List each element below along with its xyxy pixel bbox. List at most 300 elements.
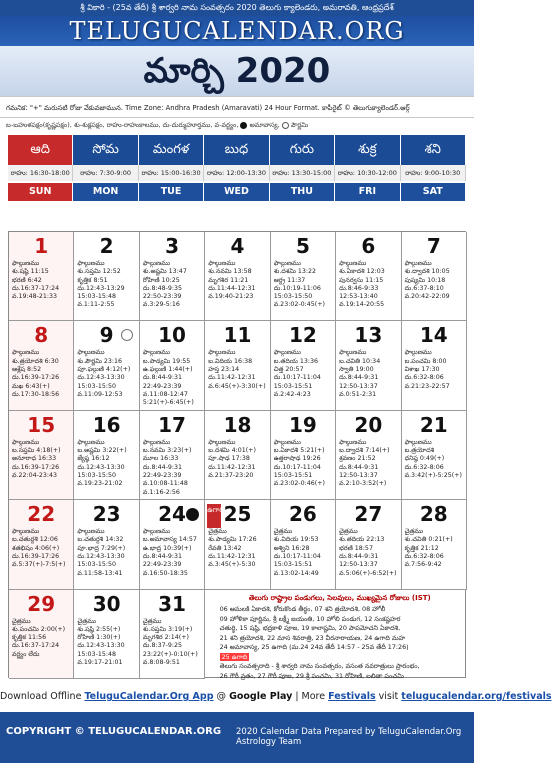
panchang-line: ఫాల్గుణము <box>77 260 105 267</box>
panchang-details <box>339 349 401 399</box>
panchang-line: మృగశిర 2:14(+) <box>142 634 189 642</box>
panchang-line: చైత్రము <box>404 528 424 536</box>
panchang-line: 15:03-15:48 <box>77 650 116 658</box>
panchang-line: చిత్త 20:57 <box>273 365 304 373</box>
panchang-line: వ.13:02-14:49 <box>273 569 319 577</box>
day-number: 29 <box>27 591 56 616</box>
day-number: 18 <box>223 412 252 437</box>
day-number: 15 <box>27 412 56 437</box>
panchang-line: శు.షష్ఠి 2:55(+) <box>77 625 121 633</box>
panchang-details <box>339 260 401 310</box>
panchang-line: పూ.భాద్ర 7:29(+) <box>77 544 126 552</box>
calendar-grid <box>8 231 466 678</box>
panchang-line: 23:22(+)-0:10(+) <box>142 650 198 658</box>
panchang-line: వ.11:09-12:53 <box>77 390 123 398</box>
day-cell[interactable] <box>140 411 205 500</box>
festival-line <box>220 653 460 663</box>
month-banner <box>0 46 474 96</box>
panchang-line: వ.5:06(+)-6:52(+) <box>339 569 397 577</box>
day-cell[interactable] <box>9 232 74 321</box>
festivals-link[interactable]: Festivals <box>328 691 376 702</box>
day-number: 6 <box>361 234 376 258</box>
panchang-line: దు.12:43-13:30 <box>77 553 125 561</box>
panchang-details <box>274 528 336 578</box>
panchang-line: దు.11:42-12:31 <box>208 463 256 471</box>
weekday-english: SUN <box>8 183 73 201</box>
panchang-details <box>143 439 205 497</box>
panchang-line: 5:21(+)-6:45(+) <box>142 399 194 407</box>
panchang-line: బ.చతుర్దశి 12:06 <box>12 536 58 544</box>
panchang-line: వ.19:23-21:02 <box>77 480 123 488</box>
panchang-line: శు.ద్వాదశి 10:05 <box>404 268 450 276</box>
panchang-details <box>405 528 467 569</box>
panchang-line: 22:49-23:39 <box>142 382 182 390</box>
panchang-line: బ.త్రయోదశి <box>404 447 435 455</box>
day-cell[interactable] <box>9 500 74 589</box>
timezone-note: గమనిక: "+" మరుసటి రోజు వేకువజామున. Time Zone: Andhra Pradesh (Amaravati) 24 Hour Format. కాపీరైట్ © తెలుగుక్యాలెండర్.ఆర్గ్ <box>0 96 474 118</box>
rahu-kalam: రాహు: 15:00-16:30 <box>139 165 204 181</box>
panchang-line: బ.సప్తమి 4:18(+) <box>12 447 61 455</box>
panchang-line: దు.12:43-13:29 <box>77 284 125 292</box>
panchang-line: బ.దశమి 4:01(+) <box>208 447 256 455</box>
panchang-line: చైత్రము <box>339 528 358 536</box>
weekday-header <box>204 135 269 231</box>
panchang-line: 15:03-15:50 <box>77 471 116 479</box>
day-number: 21 <box>419 412 448 437</box>
day-cell[interactable] <box>402 411 467 500</box>
month-title: మార్చి 2020 <box>143 51 331 91</box>
panchang-line: చైత్రము <box>77 617 96 625</box>
weekday-english: TUE <box>139 183 204 201</box>
panchang-line: ఫాల్గుణము <box>77 438 105 446</box>
panchang-details <box>77 349 139 399</box>
panchang-details <box>77 618 139 668</box>
panchang-details <box>143 618 205 668</box>
day-number: 2 <box>99 234 114 258</box>
panchang-line: శు.నవమి 13:58 <box>208 268 252 276</box>
day-cell[interactable] <box>9 590 74 679</box>
legend-abbreviations: బ-బహుళపక్షం(కృష్ణపక్షం), శు-శుక్లపక్షం, రాహు-రాహుకాలము, దు-దుర్ముహూర్తము, వ-వర్జ్యం, <box>6 121 239 129</box>
panchang-details <box>274 439 336 489</box>
ugadi-badge: ఉగాది <box>207 504 221 528</box>
panchang-details <box>274 349 336 399</box>
weekday-english: SAT <box>401 183 466 201</box>
panchang-line: 12:50-13:37 <box>339 471 378 479</box>
day-number: 4 <box>230 234 245 258</box>
panchang-line: దు.6:37-8:10 <box>404 284 444 292</box>
panchang-line: వ.3:45(+)-5:30 <box>208 561 256 569</box>
day-number: 1 <box>34 234 49 258</box>
panchang-line: జ్యేష్ఠ 16:12 <box>77 455 110 463</box>
day-cell[interactable] <box>336 411 401 500</box>
panchang-line: శు.విదియ 19:53 <box>273 536 319 544</box>
panchang-details <box>77 528 139 578</box>
panchang-line: బ.చతుర్దశి 14:32 <box>77 536 124 544</box>
panchang-line: దు.11:42-12:31 <box>208 374 256 382</box>
panchang-line: ఉ.భాద్ర 10:39(+) <box>142 544 192 552</box>
panchang-line: కృత్తిక 8:51 <box>77 276 108 284</box>
legend-new-moon: అమావాస్య <box>249 121 278 129</box>
day-cell[interactable] <box>402 232 467 321</box>
download-bar <box>0 682 552 712</box>
day-cell[interactable] <box>140 232 205 321</box>
panchang-line: 12:50-13:37 <box>339 382 378 390</box>
panchang-details <box>274 260 336 310</box>
panchang-line: వ.22:04-23:43 <box>12 471 58 479</box>
panchang-line: ఫాల్గుణము <box>208 260 236 267</box>
panchang-line: దు.8:37-9:25 <box>142 642 183 650</box>
panchang-line: ఫాల్గుణము <box>142 438 171 446</box>
day-cell[interactable] <box>205 321 270 410</box>
panchang-line: చైత్రము <box>12 617 31 625</box>
panchang-line: వ.21:37-23:20 <box>208 471 254 479</box>
rahu-kalam: రాహు: 7:30-9:00 <box>73 165 138 181</box>
day-number: 10 <box>158 323 186 348</box>
weekday-header <box>73 135 138 231</box>
panchang-line: మృగశిర 11:21 <box>208 276 249 284</box>
weekday-name: ఆది <box>8 135 73 165</box>
panchang-line: వ.5:37(+)-7:5(+) <box>12 561 66 569</box>
panchang-details <box>143 349 205 407</box>
panchang-line: ఫాల్గుణము <box>208 438 236 446</box>
panchang-details <box>143 260 205 310</box>
panchang-line: వ.8:08-9:51 <box>142 659 180 667</box>
weekday-name: సోమ <box>73 135 138 165</box>
day-cell[interactable] <box>205 500 270 589</box>
day-number: 28 <box>419 502 448 527</box>
weekday-name: శుక్ర <box>335 135 400 165</box>
download-prefix: Download Offline <box>0 691 82 702</box>
panchang-line: విశాఖ 17:30 <box>404 365 440 373</box>
day-cell[interactable] <box>9 411 74 500</box>
panchang-line: వ.19:17-21:01 <box>77 659 123 667</box>
panchang-line: భరణి 6:42 <box>12 276 42 284</box>
panchang-line: వర్జ్యం లేదు <box>12 650 40 658</box>
weekday-header <box>335 135 400 231</box>
panchang-line: శు.పంచమి 2:00(+) <box>12 625 66 633</box>
panchang-line: ఫాల్గుణము <box>404 438 432 446</box>
day-cell[interactable] <box>271 232 336 321</box>
app-link[interactable]: TeluguCalendar.Org App <box>84 691 214 702</box>
panchang-line: అనూరాధ 16:33 <box>12 455 57 463</box>
panchang-line: ఫాల్గుణము <box>273 349 301 357</box>
panchang-line: బ.పంచమి 8:00 <box>404 357 447 365</box>
panchang-line: బ.అమావాస్య 14:57 <box>142 536 197 544</box>
panchang-line: దు.12:43-13:30 <box>77 642 125 650</box>
day-cell[interactable] <box>74 500 139 589</box>
panchang-line: ధనిష్ఠ 0:49(+) <box>404 455 445 463</box>
panchang-line: దు.17:30-18:56 <box>12 390 60 398</box>
weekday-name: బుధ <box>204 135 269 165</box>
day-number: 9 <box>99 323 114 348</box>
panchang-line: ఫాల్గుణము <box>404 349 432 357</box>
day-number: 11 <box>223 323 252 348</box>
weekday-english: THU <box>270 183 335 201</box>
panchang-line: ఉ.ఫల్గుణి 1:44(+) <box>142 365 193 373</box>
panchang-line: మూల 16:33 <box>142 455 179 463</box>
panchang-line: వ.19:40-21:23 <box>208 293 254 301</box>
panchang-line: భరణి 18:57 <box>339 544 373 552</box>
panchang-line: 22:50-23:39 <box>142 293 182 301</box>
panchang-line: వ.3:29-5:16 <box>142 301 180 309</box>
panchang-line: బ.పాడ్యమి 19:55 <box>142 357 191 365</box>
day-number: 3 <box>165 234 180 258</box>
panchang-details <box>208 439 270 480</box>
panchang-line: చైత్రము <box>142 617 162 625</box>
panchang-line: పూ.షాఢ 17:38 <box>208 455 250 463</box>
day-cell[interactable] <box>74 590 139 679</box>
day-number: 5 <box>295 234 310 258</box>
panchang-line: శు.తదియ 22:13 <box>339 536 385 544</box>
panchang-line: 12:53-13:40 <box>339 293 378 301</box>
day-number: 26 <box>288 502 317 527</box>
festivals-title: తెలుగు రాష్ట్రాల పండుగలు, సెలవులు, ముఖ్యమైన రోజులు (IST) <box>248 593 431 602</box>
day-number: 16 <box>92 412 121 437</box>
panchang-line: వ.11:58-13:41 <box>77 569 123 577</box>
day-number: 20 <box>354 412 383 437</box>
ugadi-highlight: 25 ఉగాది <box>221 652 248 661</box>
festival-line: 06 ఆమలకి ఏకాదశి, కోరుకొండ తీర్థం, 07 శని త్రయోదశి, 08 హోలీ <box>219 605 386 614</box>
rahu-kalam: రాహు: 13:30-15:00 <box>270 165 335 181</box>
weekday-english: FRI <box>335 183 400 201</box>
panchang-line: చైత్రము <box>208 528 227 536</box>
day-cell[interactable] <box>140 500 205 589</box>
festival-line: 24 అమావాస్య, 25 ఉగాది (మ.24 24వ తేదీ 14:57 - 25వ తేదీ 17:26) <box>219 643 409 652</box>
panchang-line: దు.11:42-12:31 <box>208 553 256 561</box>
panchang-line: దు.10:19-11:06 <box>273 284 321 292</box>
panchang-details <box>208 260 270 301</box>
panchang-line: దు.8:46-9:33 <box>339 284 379 292</box>
panchang-line: దు.8:44-9:31 <box>142 553 183 561</box>
panchang-line: బ.ఏకాదశి 5:21(+) <box>273 447 325 455</box>
panchang-details <box>12 439 74 480</box>
panchang-line: దు.10:17-11:04 <box>273 374 321 382</box>
panchang-line: ఫాల్గుణము <box>208 349 236 357</box>
panchang-line: వ.23:02-0:45(+) <box>273 301 325 309</box>
panchang-line: 15:03-15:50 <box>77 382 116 390</box>
panchang-line: దు.8:44-9:31 <box>339 553 379 561</box>
panchang-line: ఫాల్గుణము <box>77 528 105 536</box>
panchang-line: శు.అష్టమి 13:47 <box>142 268 187 276</box>
panchang-line: దు.16:39-17:26 <box>12 374 60 382</box>
panchang-line: పునర్వసు 11:15 <box>339 276 384 284</box>
panchang-line: దు.6:32-8:06 <box>404 553 444 561</box>
panchang-line: ఫాల్గుణము <box>404 260 432 267</box>
panchang-line: ఫాల్గుణము <box>12 528 40 536</box>
panchang-line: బ.నవమి 3:23(+) <box>142 447 192 455</box>
day-cell[interactable] <box>74 321 139 410</box>
rahu-kalam: రాహు: 12:00-13:30 <box>204 165 269 181</box>
weekday-header <box>139 135 204 231</box>
panchang-line: 15:03-15:50 <box>273 293 313 301</box>
day-number: 25 <box>223 502 252 527</box>
weekday-english: WED <box>204 183 269 201</box>
panchang-line: 15:03-15:51 <box>273 382 313 390</box>
panchang-line: ఆశ్లేష 8:52 <box>12 365 42 373</box>
panchang-line: 15:03-15:50 <box>77 561 116 569</box>
site-logo[interactable]: TELUGUCALENDAR.ORG <box>0 16 474 46</box>
panchang-line: దు.16:39-17:26 <box>12 553 60 561</box>
panchang-line: వ.21:23-22:57 <box>404 382 450 390</box>
panchang-line: శు.షష్ఠి 11:15 <box>12 268 49 276</box>
panchang-line: వ.20:42-22:09 <box>404 293 450 301</box>
panchang-line: శు.సప్తమి 12:52 <box>77 268 121 276</box>
footer <box>0 712 474 763</box>
day-number: 7 <box>426 234 441 258</box>
panchang-line: వ.16:50-18:35 <box>142 569 188 577</box>
panchang-line: దు.8:44-9:31 <box>142 463 183 471</box>
festival-line: 21 శని త్రయోదశి, 22 మాస శివరాత్రి, 23 వీరనారాయణ, 24 ఉగాది మహ <box>219 633 406 642</box>
panchang-line: బ.తదియ 13:36 <box>273 357 319 365</box>
panchang-line: వ.1:16-2:56 <box>142 488 180 496</box>
panchang-line: వ.2:42-4:23 <box>273 390 311 398</box>
day-cell[interactable] <box>140 321 205 410</box>
panchang-line: కృత్తిక 11:56 <box>12 634 47 642</box>
weekday-headers <box>8 135 466 231</box>
festivals-url-link[interactable]: telugucalendar.org/festivals <box>401 691 552 702</box>
panchang-line: 12:50-13:37 <box>339 561 378 569</box>
day-number: 12 <box>288 323 317 348</box>
weekday-header <box>270 135 335 231</box>
panchang-line: వ.0:51-2:31 <box>339 390 377 398</box>
panchang-line: 15:03-15:51 <box>273 561 313 569</box>
weekday-name: మంగళ <box>139 135 204 165</box>
day-number: 8 <box>34 323 49 348</box>
panchang-line: వ.2:10-3:52(+) <box>339 480 387 488</box>
day-number: 30 <box>92 591 121 616</box>
panchang-line: ఫాల్గుణము <box>339 260 367 267</box>
festival-line: 09 హోళికా పూర్ణిమ, శ్రీ లక్ష్మీ జయంతి, 10 హోలి పండుగ, 12 సంకష్టహర <box>219 614 401 623</box>
panchang-line: ఆర్ద్ర 11:37 <box>273 276 306 284</box>
panchang-line: శతభిషం 4:06(+) <box>12 544 60 552</box>
panchang-details <box>405 349 467 390</box>
new-moon-icon <box>240 122 247 129</box>
day-number: 22 <box>27 502 56 527</box>
day-cell[interactable] <box>402 500 467 589</box>
weekday-name: గురు <box>270 135 335 165</box>
panchang-line: దు.11:44-12:31 <box>208 284 256 292</box>
panchang-line: ఫాల్గుణము <box>77 349 105 357</box>
weekday-english: MON <box>73 183 138 201</box>
day-cell[interactable] <box>336 321 401 410</box>
festival-line: 26 గౌరీ వ్రతం, 27 గౌరీ పూజ, 29 శ్రీ పంచమి, 31 రోహిణి, లలితా పంచమి <box>219 671 404 680</box>
panchang-line: ఫాల్గుణము <box>142 349 171 357</box>
festivals-panel <box>214 590 466 678</box>
panchang-line: బ.అష్టమి 3:22(+) <box>77 447 127 455</box>
panchang-details <box>339 439 401 489</box>
festival-line: చతుర్థి, 15 షష్ఠి, భద్రకాళి పూజ, 19 కాలాష్టమి, 20 పాపమోచని ఏకాదశి, <box>219 624 401 633</box>
panchang-line: వ.3:42(+)-5:25(+) <box>404 471 462 479</box>
day-cell[interactable] <box>205 411 270 500</box>
day-cell[interactable] <box>271 411 336 500</box>
day-cell[interactable] <box>336 232 401 321</box>
panchang-line: శు.దశమి 13:22 <box>273 268 317 276</box>
panchang-line: దు.8:44-9:31 <box>142 374 183 382</box>
download-visit: visit <box>378 691 399 702</box>
panchang-line: బ.చవితి 10:34 <box>339 357 381 365</box>
panchang-line: రేవతి 13:42 <box>208 544 242 552</box>
panchang-line: దు.16:37-17:24 <box>12 284 60 292</box>
panchang-details <box>12 260 74 301</box>
day-number: 14 <box>419 323 448 348</box>
panchang-line: శ్రవణం 21:52 <box>339 455 376 463</box>
panchang-details <box>12 349 74 399</box>
panchang-line: 22:49-23:39 <box>142 471 182 479</box>
day-number: 24 <box>158 502 186 527</box>
panchang-line: వ.19:14-20:55 <box>339 301 385 309</box>
panchang-line: వ.1:11-2:55 <box>77 301 115 309</box>
legend-full-moon: పౌర్ణమి <box>290 121 309 129</box>
day-number: 17 <box>158 412 186 437</box>
panchang-details <box>77 260 139 310</box>
panchang-line: దు.8:44-9:31 <box>339 463 379 471</box>
panchang-line: ఫాల్గుణము <box>339 349 367 357</box>
panchang-line: వ.10:08-11:48 <box>142 480 188 488</box>
panchang-line: ఫాల్గుణము <box>12 349 40 357</box>
rahu-kalam: రాహు: 10:30-12:00 <box>335 165 400 181</box>
day-number: 19 <box>288 412 317 437</box>
panchang-details <box>77 439 139 489</box>
day-cell[interactable] <box>336 500 401 589</box>
panchang-line: శు.పాడ్యమి 17:26 <box>208 536 257 544</box>
download-at: @ <box>216 691 227 702</box>
day-number: 31 <box>158 591 186 616</box>
day-cell[interactable] <box>271 321 336 410</box>
google-play-link[interactable]: Google Play <box>229 691 293 702</box>
panchang-line: శు.చవితి 0:21(+) <box>404 536 453 544</box>
rahu-kalam: రాహు: 9:00-10:30 <box>401 165 466 181</box>
download-sep: | More <box>295 691 326 702</box>
panchang-details <box>208 349 270 390</box>
panchang-details <box>339 528 401 578</box>
panchang-line: 15:03-15:48 <box>77 293 116 301</box>
day-number: 23 <box>92 502 121 527</box>
panchang-details <box>143 528 205 578</box>
panchang-line: వ.23:02-0:46(+) <box>273 480 325 488</box>
festival-line: తెలుగు సంవత్సరాది - శ్రీ శార్వరి నామ సంవత్సరం, వసంత నవరాత్రులు ప్రారంభం, <box>219 662 420 671</box>
rahu-kalam: రాహు: 16:30-18:00 <box>8 165 73 181</box>
panchang-line: దు.6:32-8:06 <box>404 463 444 471</box>
day-cell[interactable] <box>402 321 467 410</box>
panchang-details <box>12 528 74 569</box>
day-cell[interactable] <box>271 500 336 589</box>
panchang-line: 22:49-23:39 <box>142 561 182 569</box>
panchang-line: ఉత్తరాషాఢ 19:26 <box>273 455 321 463</box>
panchang-line: అశ్విని 16:28 <box>273 544 310 552</box>
panchang-line: ఫాల్గుణము <box>142 260 171 267</box>
panchang-line: దు.12:43-13:30 <box>77 374 125 382</box>
panchang-line: పూ.ఫల్గుణి 4:12(+) <box>77 365 131 373</box>
day-cell[interactable] <box>140 590 205 679</box>
panchang-line: దు.16:37-17:24 <box>12 642 60 650</box>
panchang-line: దు.8:48-9:35 <box>142 284 183 292</box>
panchang-line: దు.10:17-11:04 <box>273 463 321 471</box>
day-cell[interactable] <box>205 232 270 321</box>
day-cell[interactable] <box>9 321 74 410</box>
panchang-details <box>208 528 270 569</box>
weekday-header <box>401 135 466 231</box>
panchang-line: దు.10:17-11:04 <box>273 553 321 561</box>
panchang-line: శు.పౌర్ణమి 23:16 <box>77 357 123 365</box>
panchang-line: పుష్యమి 10:18 <box>404 276 446 284</box>
day-cell[interactable] <box>74 411 139 500</box>
panchang-line: రోహిణి 10:25 <box>142 276 180 284</box>
panchang-line: కృత్తిక 21:12 <box>404 544 439 552</box>
weekday-header <box>8 135 73 231</box>
panchang-line: 15:03-15:51 <box>273 471 313 479</box>
day-cell[interactable] <box>74 232 139 321</box>
panchang-line: రోహిణి 1:30(+) <box>77 634 121 642</box>
